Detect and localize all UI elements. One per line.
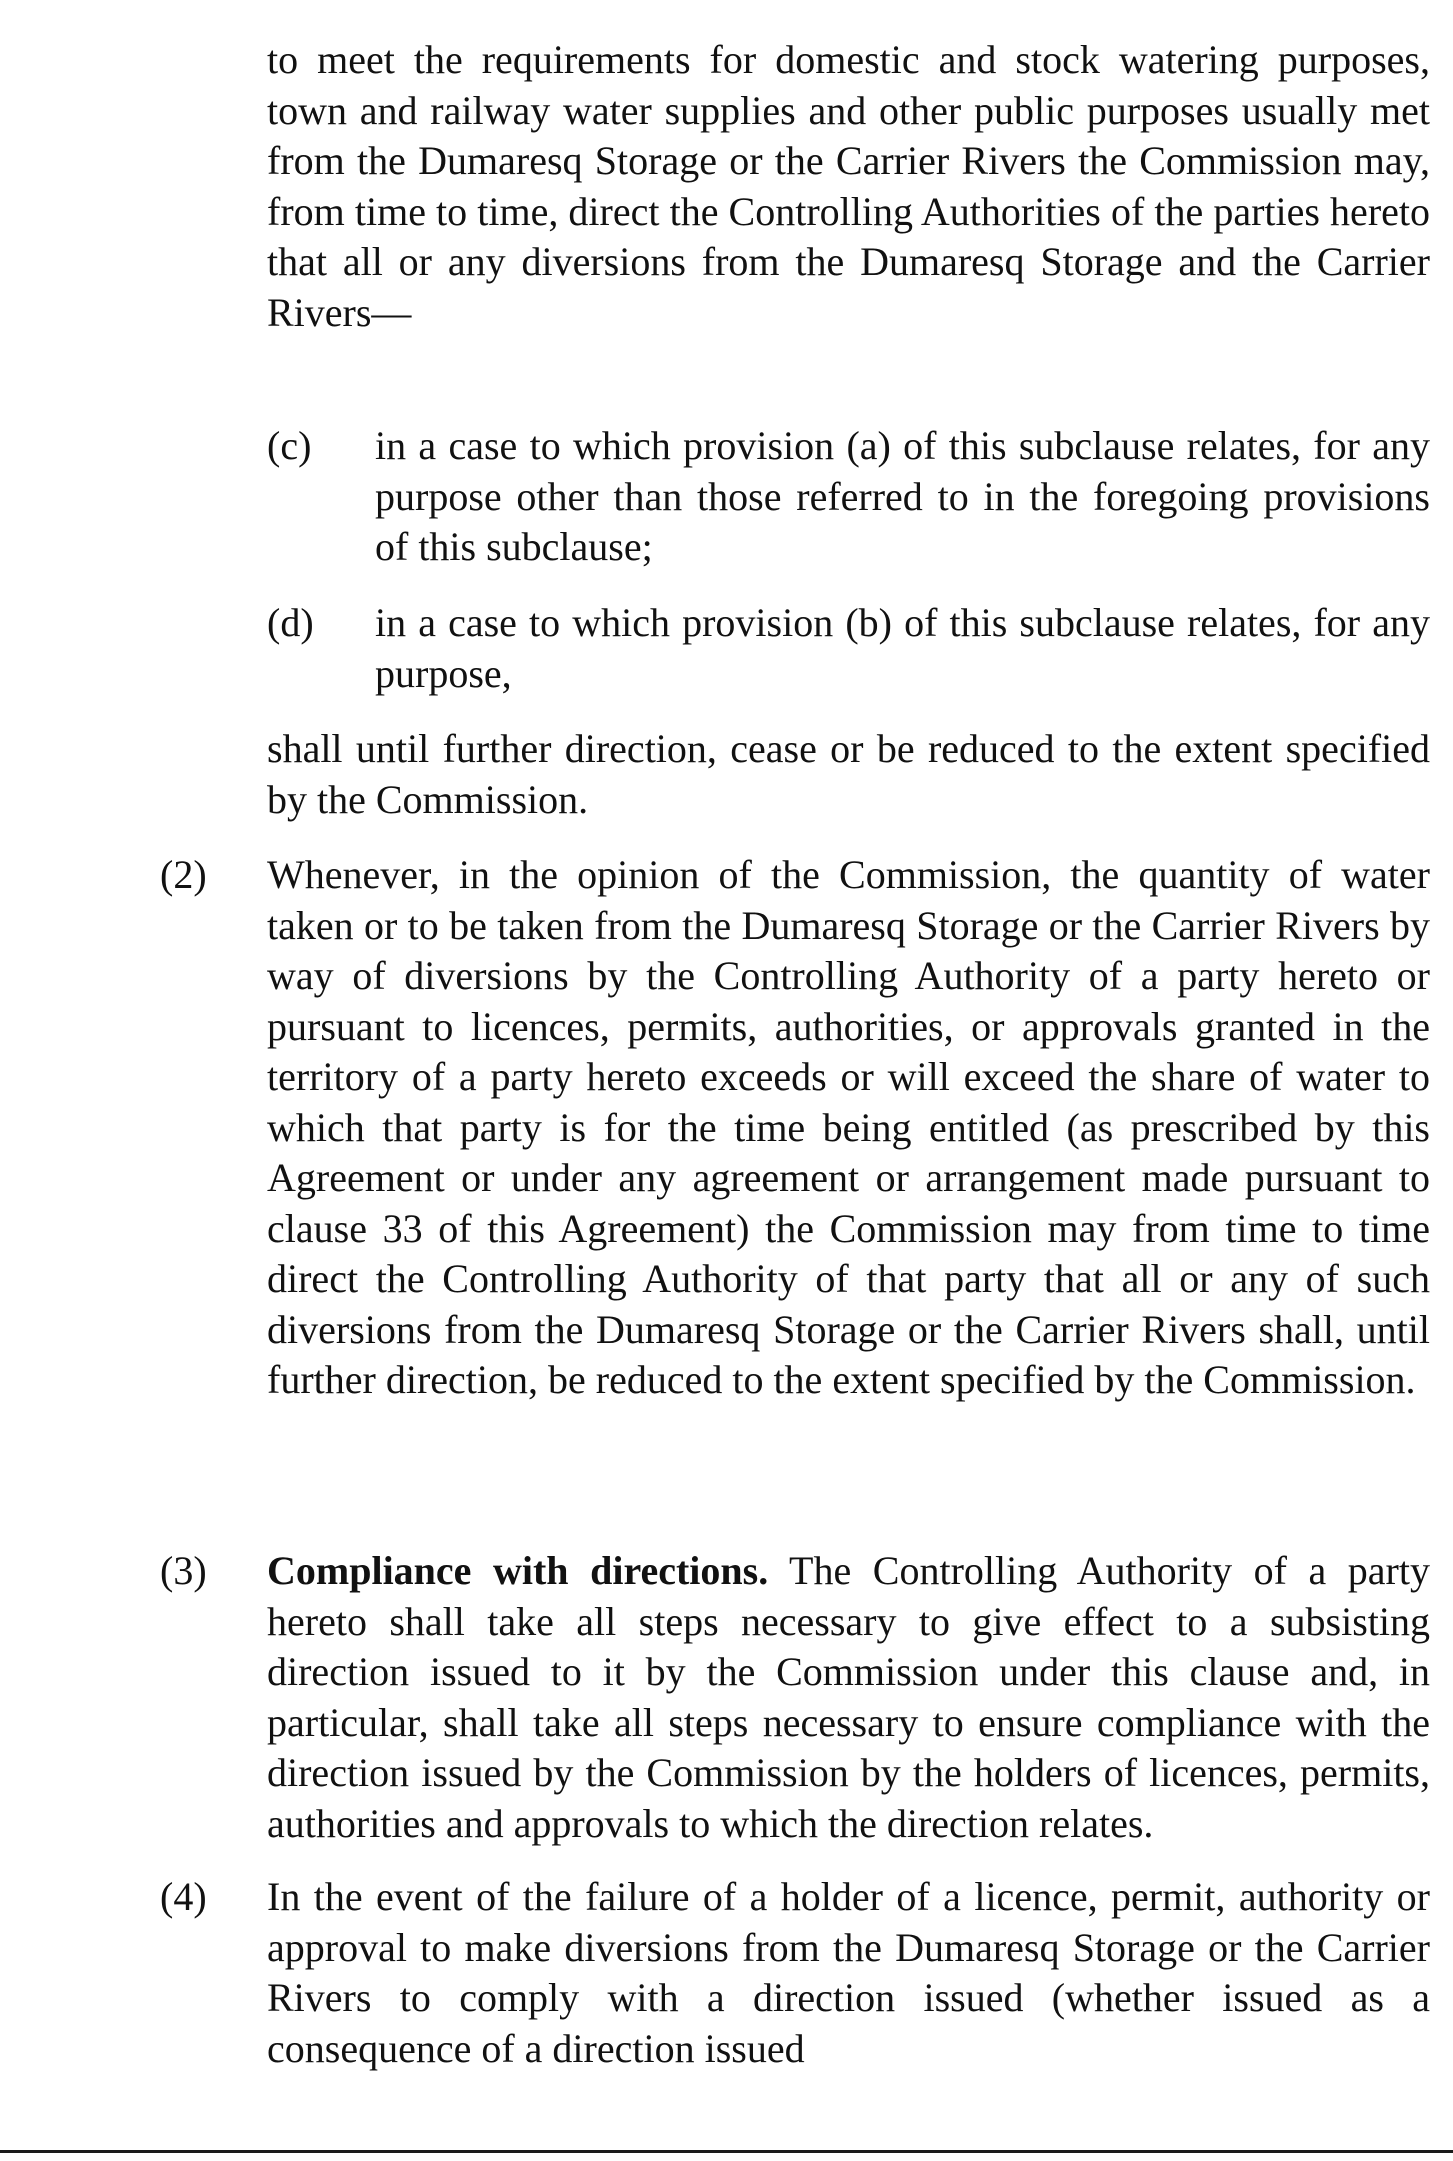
clause-2-number: (2) [160,852,207,897]
intro-paragraph: to meet the requirements for domestic and stock watering purposes, town and railway water supplies and other public purposes usually met from the Dumaresq Storage or the Carrier Rivers the Commission may, from time to time, direct the Controlling Authorities of the parties hereto that all or any diversions from the Dumaresq Storage and the Carrier Rivers— [267,37,1430,335]
clause-4-number: (4) [160,1874,207,1919]
sub-item-d-text: in a case to which provision (b) of this subclause relates, for any purpose, [375,600,1430,696]
sub-item-c-text: in a case to which provision (a) of this subclause relates, for any purpose other than those referred to in the foregoing provisions of this subclause; [375,423,1430,569]
clause-2-text: Whenever, in the opinion of the Commission, the quantity of water taken or to be taken from the Dumaresq Storage or the Carrier Rivers by way of diversions by the Controlling Authority of a party hereto or pursuant to licences, permits, authorities, or approvals granted in the territory of a party hereto exceeds or will exceed the share of water to which that party is for the time being entitled (as prescribed by this Agreement or under any agreement or arrangement made pursuant to clause 33 of this Agreement) the Commission may from time to time direct the Controlling Authority of that party that all or any of such diversions from the Dumaresq Storage or the Carrier Rivers shall, until further direction, be reduced to the extent specified by the Commission. [267,852,1430,1402]
clause-4-text: In the event of the failure of a holder of a licence, permit, authority or approval to make diversions from the Dumaresq Storage or the Carrier Rivers to comply with a direction issued (whether issued as a consequence of a direction issued [267,1874,1430,2071]
sub-item-d-label: (d) [267,600,314,645]
sub-item-c-label: (c) [267,423,312,468]
clause-3-text: The Controlling Authority of a party hereto shall take all steps necessary to give effect to a subsisting direction issued to it by the Commission under this clause and, in particular, shall take all steps necessary to ensure compliance with the direction issued by the Commission by the holders of licences, permits, authorities and approvals to which the direction relates. [267,1548,1430,1846]
footer-rule [0,2150,1453,2153]
clause-3-heading: Compliance with directions. [267,1548,769,1593]
closing-paragraph: shall until further direction, cease or be reduced to the extent specified by the Commission. [267,726,1430,822]
clause-3-number: (3) [160,1548,207,1593]
clause-3-paragraph [267,1546,1430,1849]
